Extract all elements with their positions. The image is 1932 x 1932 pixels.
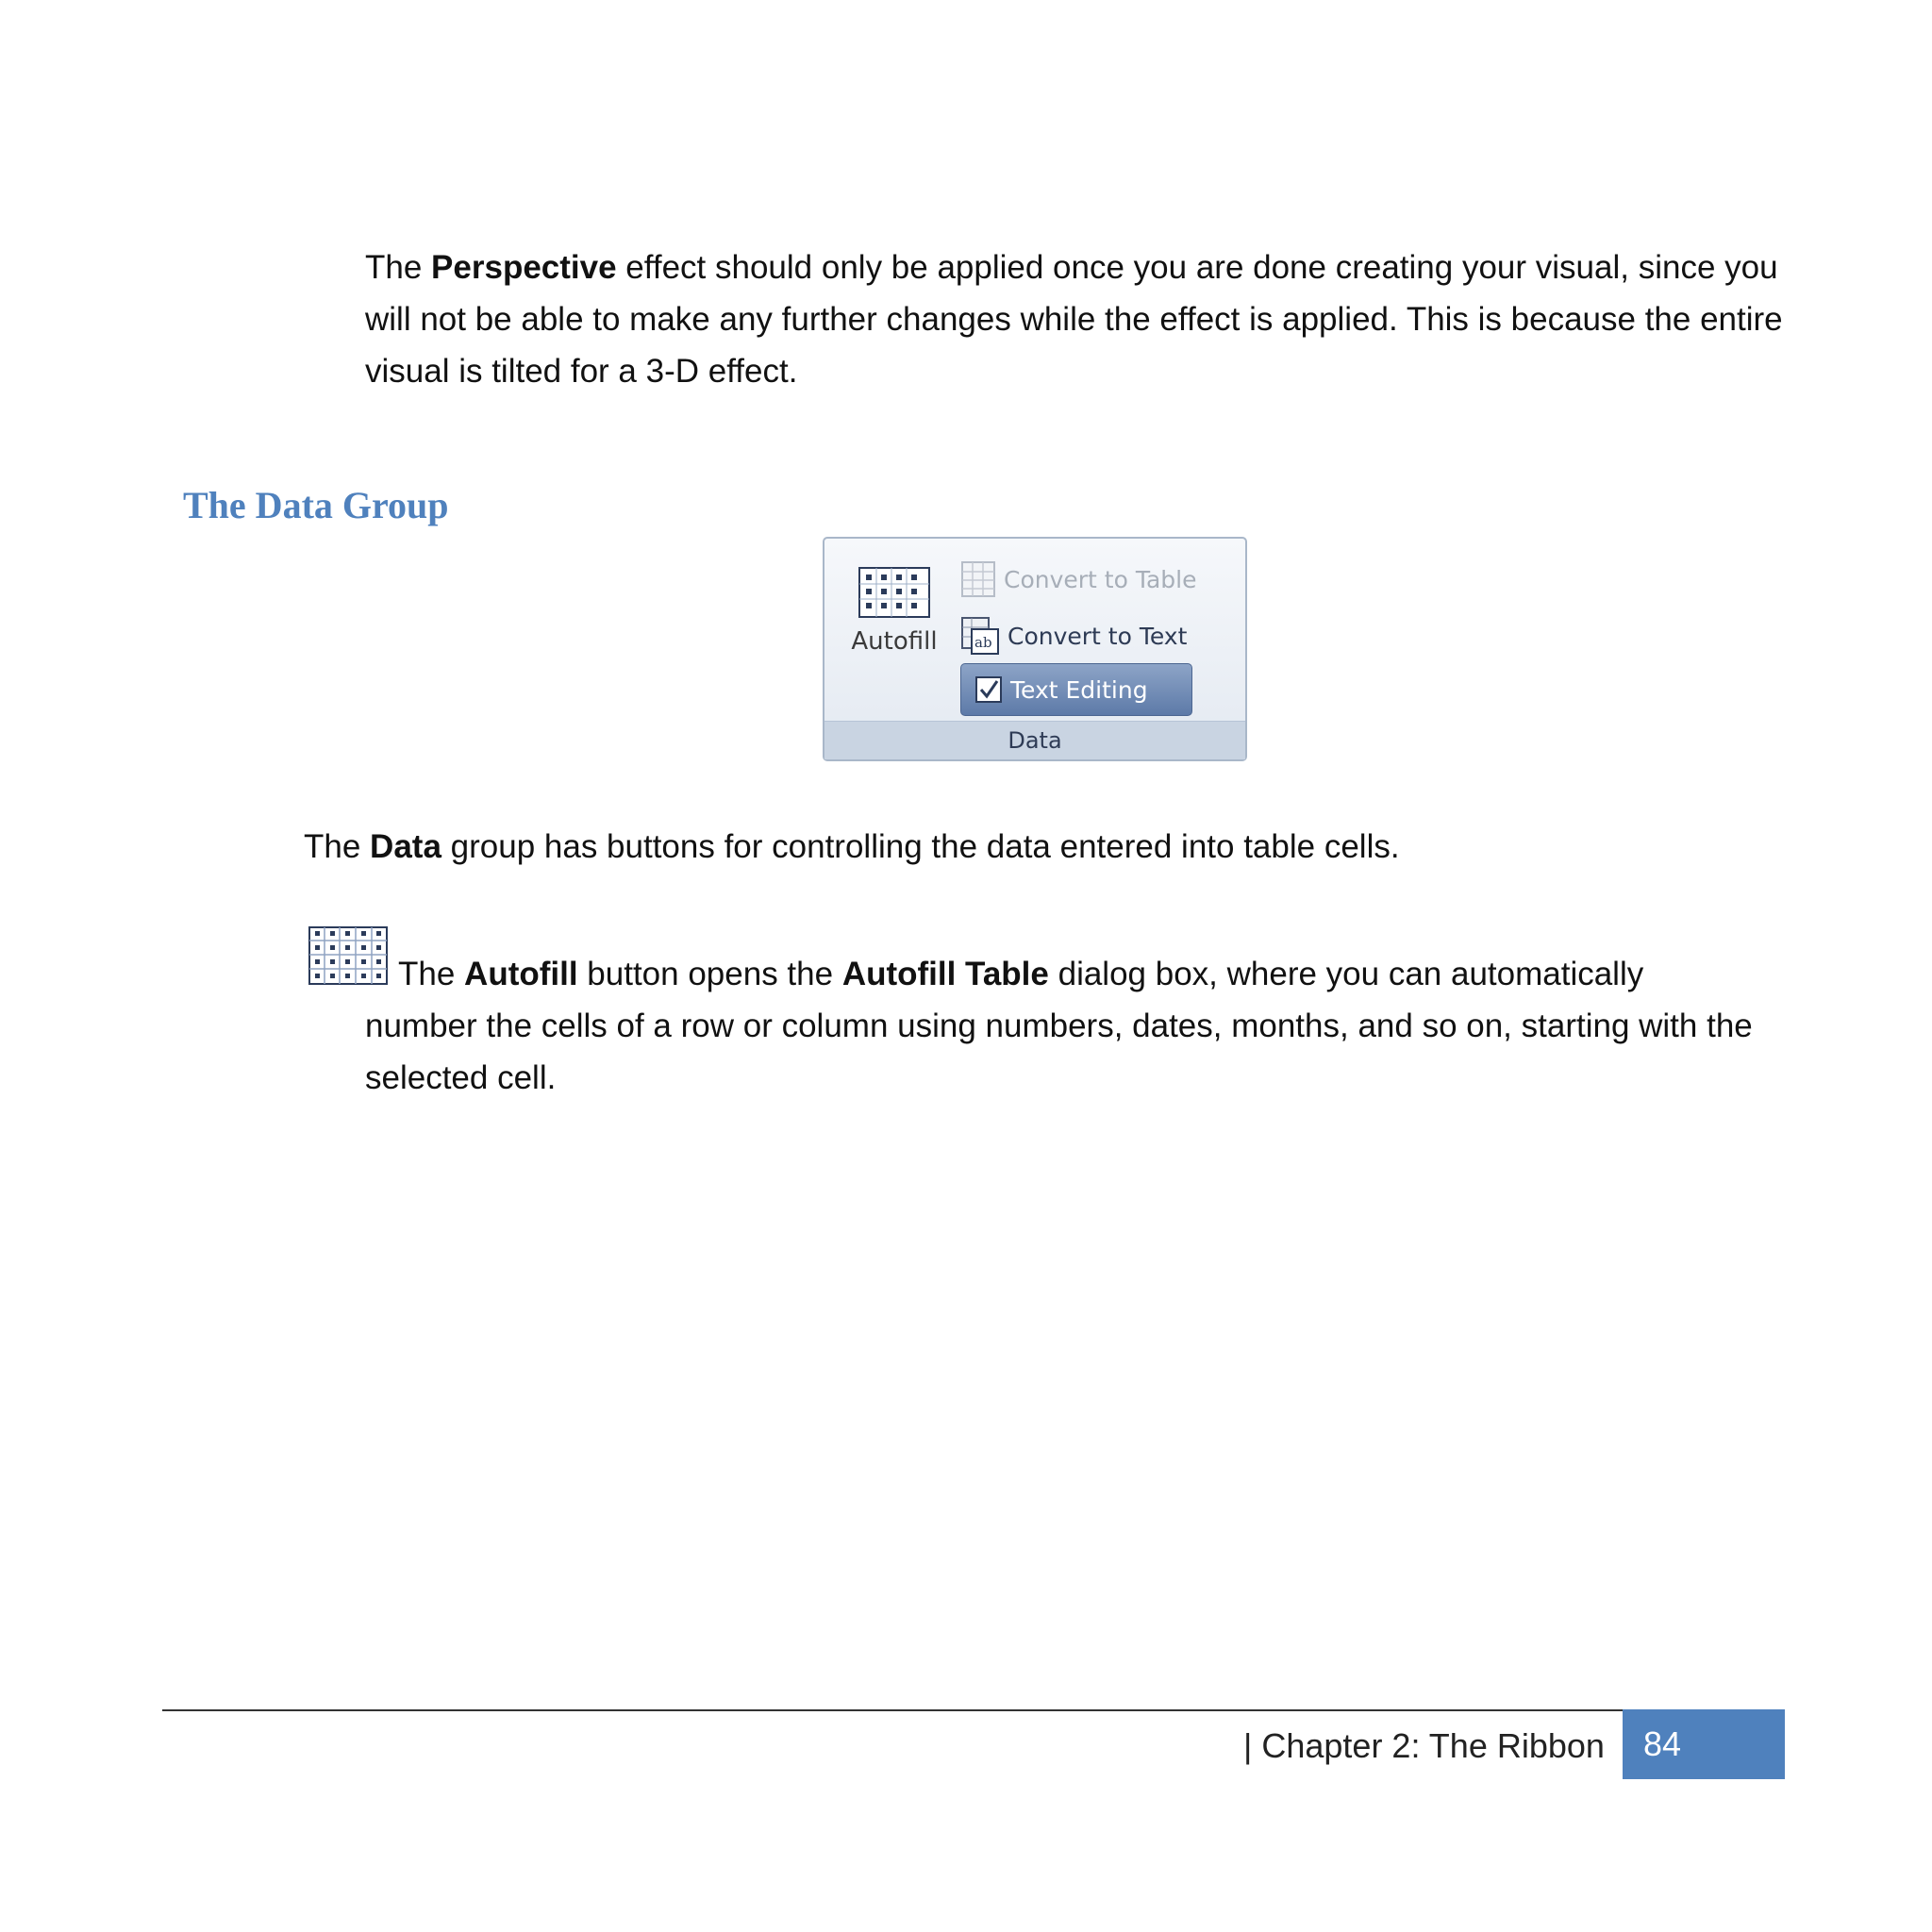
svg-text:ab: ab <box>974 634 992 651</box>
autofill-paragraph-line1 <box>398 948 1813 1000</box>
page-number: 84 <box>1643 1724 1682 1763</box>
convert-to-text-button[interactable] <box>960 612 1187 659</box>
text-run: dialog box, where you can automatically <box>1048 956 1644 992</box>
text-editing-toggle[interactable] <box>960 663 1192 716</box>
table-icon <box>960 560 996 598</box>
autofill-button[interactable] <box>845 567 943 671</box>
footer-rule <box>162 1709 1783 1711</box>
bold-term-autofill-table: Autofill Table <box>841 956 1049 992</box>
autofill-paragraph-continued: number the cells of a row or column using numbers, dates, months, and so on, starting with the selected cell. <box>365 1008 1753 1096</box>
ribbon-data-group <box>823 537 1247 761</box>
checkbox-checked-icon <box>974 675 1003 704</box>
perspective-paragraph <box>365 242 1799 397</box>
footer-chapter-label: | Chapter 2: The Ribbon <box>1243 1726 1605 1765</box>
bold-term-autofill: Autofill <box>464 956 578 992</box>
text-run: The <box>304 828 371 865</box>
text-run: button opens the <box>577 956 842 992</box>
autofill-grid-icon <box>858 567 930 618</box>
autofill-label: Autofill <box>851 627 938 656</box>
group-label: Data <box>824 721 1245 759</box>
convert-text-icon <box>960 616 1000 656</box>
data-paragraph <box>304 821 1813 873</box>
autofill-grid-icon <box>308 926 388 985</box>
text-run: The <box>398 956 465 992</box>
bold-term-data: Data <box>370 828 441 865</box>
convert-to-table-button[interactable] <box>960 556 1197 603</box>
text-run: The <box>365 249 432 286</box>
convert-to-text-label: Convert to Text <box>1008 622 1188 650</box>
section-heading: The Data Group <box>183 484 449 526</box>
page-number-box <box>1623 1709 1785 1779</box>
text-editing-label: Text Editing <box>1010 675 1148 704</box>
text-run: effect should only be applied once you are done creating your visual, since you will not be able to make any further changes while the effect is applied. This is because the entire visual is tilted for a 3-D effect. <box>365 249 1783 390</box>
text-run: group has buttons for controlling the data entered into table cells. <box>441 828 1400 865</box>
bold-term-perspective: Perspective <box>431 249 617 286</box>
convert-to-table-label: Convert to Table <box>1004 565 1197 593</box>
